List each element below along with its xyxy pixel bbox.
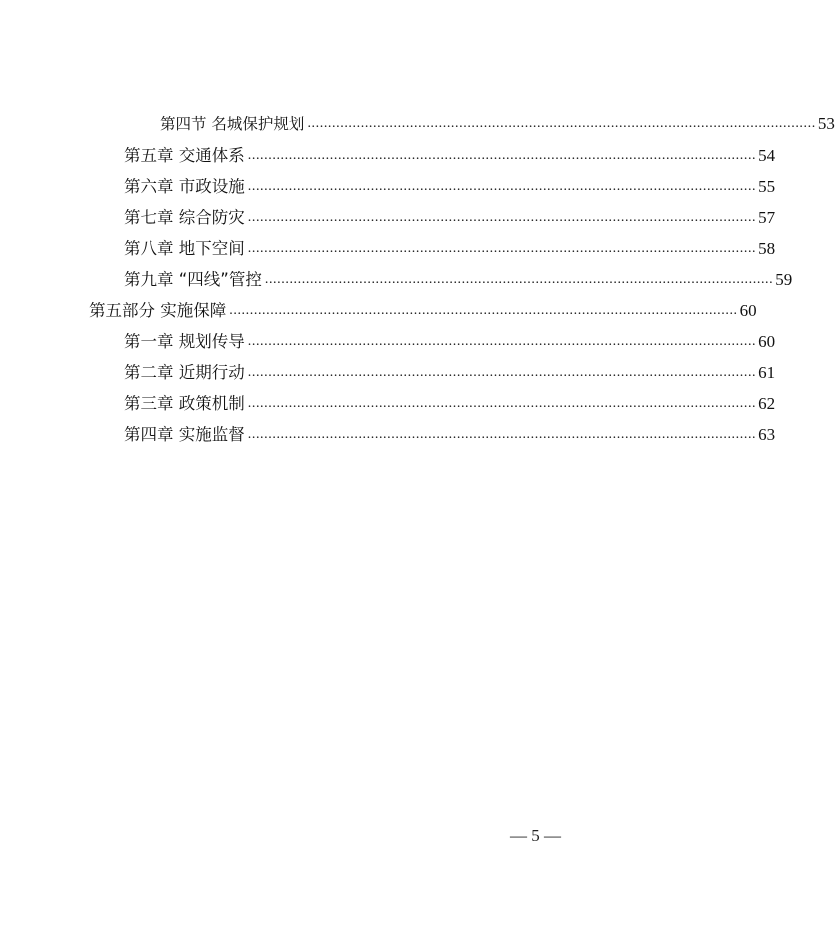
toc-entry-title: 第四节 名城保护规划 [160, 115, 305, 133]
dot-leader: ............................................................................................................................ [247, 334, 757, 349]
toc-entry-part-5[interactable] [89, 297, 757, 321]
toc-entry-chapter-9[interactable] [124, 266, 793, 290]
toc-entry-title: 第一章 规划传导 [124, 332, 245, 351]
toc-entry-title: 第八章 地下空间 [124, 239, 245, 258]
dot-leader: ............................................................................................................................ [247, 148, 757, 163]
toc-entry-page: 58 [758, 239, 776, 258]
dot-leader: ............................................................................................................................ [247, 210, 757, 225]
dot-leader: ............................................................................................................................ [264, 272, 774, 287]
toc-entry-title: 第五章 交通体系 [124, 146, 245, 165]
toc-entry-chapter-8[interactable] [124, 235, 776, 259]
toc-entry-page: 59 [775, 270, 793, 289]
toc-entry-page: 57 [758, 208, 776, 227]
dot-leader: ............................................................................................................................ [247, 396, 757, 411]
toc-entry-title: 第三章 政策机制 [124, 394, 245, 413]
toc-entry-title: 第九章 “四线”管控 [124, 270, 262, 289]
dot-leader: ............................................................................................................................ [247, 427, 757, 442]
toc-entry-chapter-7[interactable] [124, 204, 776, 228]
toc-entry-page: 61 [758, 363, 776, 382]
toc-entry-page: 55 [758, 177, 776, 196]
toc-entry-section-4[interactable] [160, 110, 835, 134]
toc-entry-chapter-1[interactable] [124, 328, 776, 352]
toc-entry-chapter-3[interactable] [124, 390, 776, 414]
toc-entry-page: 54 [758, 146, 776, 165]
toc-entry-page: 60 [739, 301, 757, 320]
dot-leader: ............................................................................................................................ [247, 365, 757, 380]
toc-entry-chapter-6[interactable] [124, 173, 776, 197]
dot-leader: ............................................................................................................................ [247, 241, 757, 256]
toc-entry-page: 53 [817, 114, 835, 133]
dot-leader: ............................................................................................................................ [247, 179, 757, 194]
dot-leader: ............................................................................................................................ [229, 303, 738, 318]
page-number: — 5 — [510, 826, 561, 845]
toc-entry-chapter-5[interactable] [124, 142, 776, 166]
toc-entry-title: 第七章 综合防灾 [124, 208, 245, 227]
toc-entry-title: 第六章 市政设施 [124, 177, 245, 196]
toc-entry-page: 60 [758, 332, 776, 351]
toc-entry-page: 62 [758, 394, 776, 413]
toc-entry-chapter-2[interactable] [124, 359, 776, 383]
dot-leader: ............................................................................................................................ [307, 116, 816, 131]
toc-entry-chapter-4[interactable] [124, 421, 776, 445]
toc-entry-page: 63 [758, 425, 776, 444]
toc-entry-title: 第五部分 实施保障 [89, 301, 227, 320]
toc-entry-title: 第二章 近期行动 [124, 363, 245, 382]
toc-entry-title: 第四章 实施监督 [124, 425, 245, 444]
